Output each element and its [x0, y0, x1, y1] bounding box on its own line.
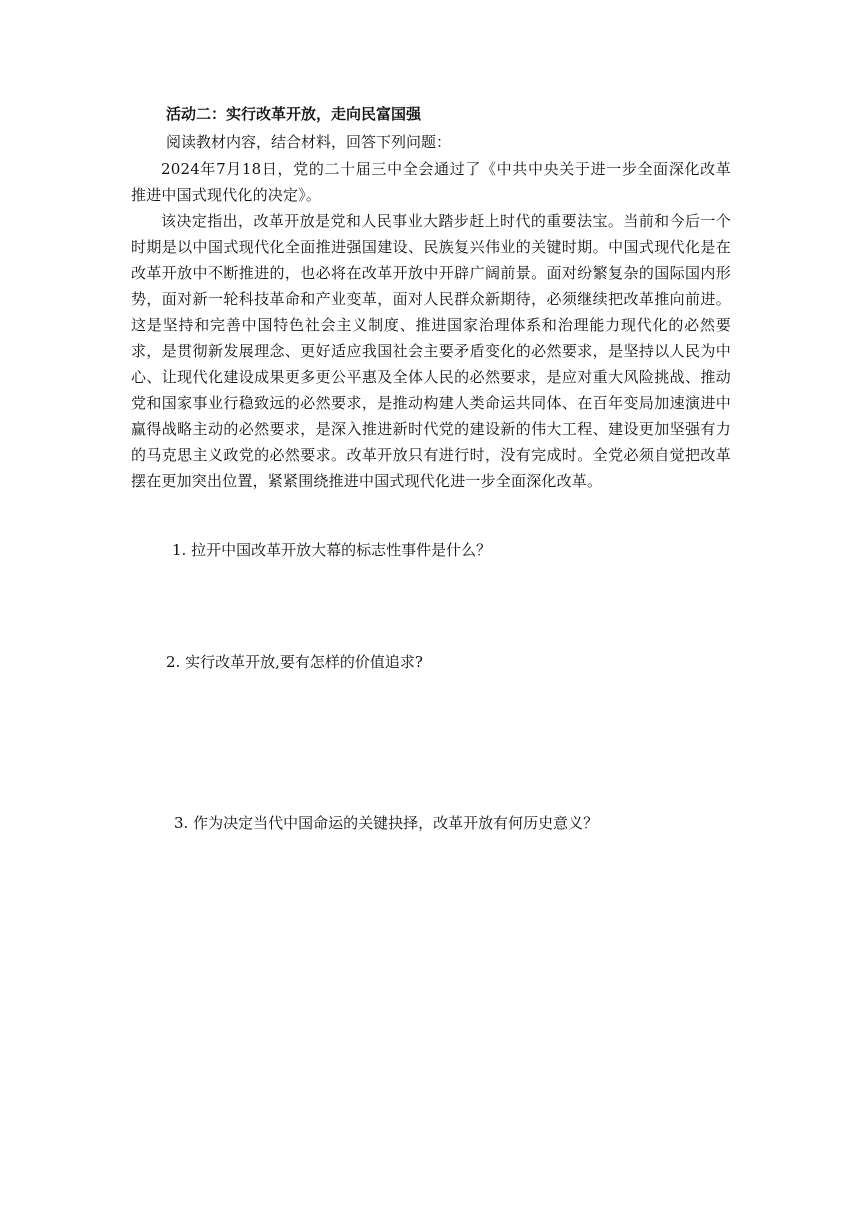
material-paragraph-2: 该决定指出，改革开放是党和人民事业大踏步赶上时代的重要法宝。当前和今后一个时期是以中国式现代化全面推进强国建设、民族复兴伟业的关键时期。中国式现代化是在改革开放中不断推进的，也必将在改革开放中开辟广阔前景。面对纷繁复杂的国际国内形势，面对新一轮科技革命和产业变革，面对人民群众新期待，必须继续把改革推向前进。这是坚持和完善中国特色社会主义制度、推进国家治理体系和治理能力现代化的必然要求，是贯彻新发展理念、更好适应我国社会主要矛盾变化的必然要求，是坚持以人民为中心、让现代化建设成果更多更公平惠及全体人民的必然要求，是应对重大风险挑战、推动党和国家事业行稳致远的必然要求，是推动构建人类命运共同体、在百年变局加速演进中赢得战略主动的必然要求，是深入推进新时代党的建设新的伟大工程、建设更加坚强有力的马克思主义政党的必然要求。改革开放只有进行时，没有完成时。全党必须自觉把改革摆在更加突出位置，紧紧围绕推进中国式现代化进一步全面深化改革。 [131, 212, 731, 490]
question-2: 2. 实行改革开放,要有怎样的价值追求? [166, 653, 423, 671]
activity-instruction: 阅读教材内容，结合材料，回答下列问题： [166, 133, 452, 151]
question-3: 3. 作为决定当代中国命运的关键抉择，改革开放有何历史意义？ [174, 814, 599, 832]
material-paragraph-1: 2024年7月18日，党的二十届三中全会通过了《中共中央关于进一步全面深化改革 推进中国式现代化的决定》。 [131, 160, 731, 204]
activity-title: 活动二：实行改革开放，走向民富国强 [166, 105, 422, 123]
question-1: 1. 拉开中国改革开放大幕的标志性事件是什么？ [172, 541, 492, 559]
